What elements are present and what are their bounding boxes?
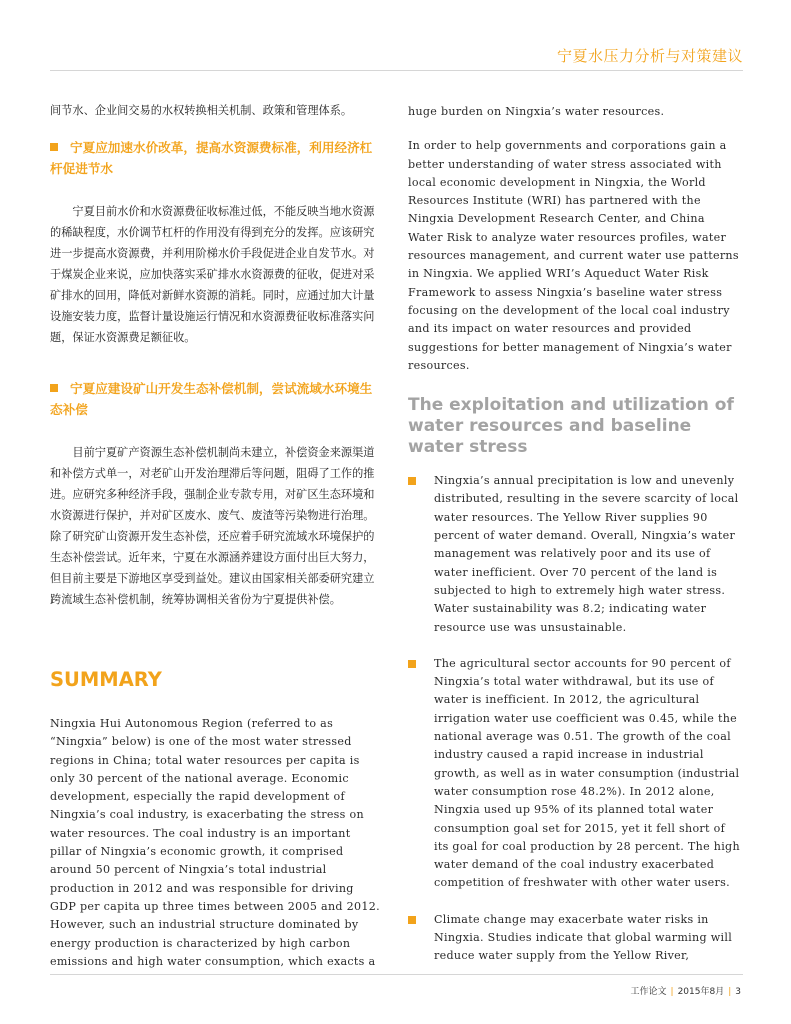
findings-bullet	[408, 911, 742, 966]
running-header-title: 宁夏水压力分析与对策建议	[556, 47, 743, 65]
summary-heading-block	[50, 668, 382, 691]
summary-heading: SUMMARY	[50, 668, 162, 691]
footer-date: 2015年8月	[677, 987, 725, 997]
findings-bullet	[408, 472, 742, 637]
section-body: 宁夏目前水价和水资源费征收标准过低，不能反映当地水资源的稀缺程度，水价调节杠杆的作用没有得到充分的发挥。应该研究进一步提高水资源费，并利用阶梯水价手段促进企业自发节水。对于煤炭企业来说，应加快落实采矿排水水资源费的征收，促进对采矿排水的回用，降低对新鲜水资源的消耗。同时，应通过加大计量设施安装力度，监督计量设施运行情况和水资源费征收标准落实问题，保证水资源费足额征收。	[50, 205, 375, 344]
orange-square-bullet-icon	[408, 660, 416, 668]
intro-tail-paragraph: 间节水、企业间交易的水权转换相关机制、政策和管理体系。	[50, 104, 353, 117]
bullet-text: The agricultural sector accounts for 90 percent of Ningxia’s total water withdrawal, but its use of water is inefficient. In 2012, the agricultural irrigation water use coefficient was 0.45, while the national average was 0.51. The growth of the coal industry caused a rapid increase in industrial growth, as well as in water consumption (industrial water consumption rose 48.2%). In 2012 alone, Ningxia used up 95% of its planned total water consumption goal set for 2015, yet it fell short of its goal for coal production by 28 percent. The high water demand of the coal industry exacerbated competition of freshwater with other water users.	[434, 656, 740, 890]
page-number: 3	[735, 987, 741, 997]
left-column	[50, 100, 382, 610]
section-heading: 宁夏应加速水价改革，提高水资源费标准，利用经济杠杆促进节水	[50, 140, 373, 176]
summary-tail-paragraph: huge burden on Ningxia’s water resources.	[408, 105, 665, 118]
orange-square-bullet-icon	[50, 143, 58, 151]
orange-square-bullet-icon	[50, 384, 58, 392]
section-recommendation-water-price	[50, 137, 382, 348]
bullet-text: Ningxia’s annual precipitation is low and unevenly distributed, resulting in the severe scarcity of local water resources. The Yellow River supplies 90 percent of water demand. Overall, Ningxia’s water management was relatively poor and its use of water inefficient. Over 70 percent of the land is subjected to high to extremely high water stress. Water sustainability was 8.2; indicating water resource use was unsustainable.	[434, 474, 739, 634]
section-heading: 宁夏应建设矿山开发生态补偿机制，尝试流域水环境生态补偿	[50, 381, 373, 417]
section-heading-water-stress: The exploitation and utilization of water resources and baseline water stress	[408, 395, 734, 458]
summary-body-block	[50, 715, 382, 971]
orange-square-bullet-icon	[408, 477, 416, 485]
section-body: 目前宁夏矿产资源生态补偿机制尚未建立，补偿资金来源渠道和补偿方式单一，对老矿山开发治理滞后等问题，阻碍了工作的推进。应研究多种经济手段，强制企业专款专用，对矿区生态环境和水资源进行保护，并对矿区废水、废气、废渣等污染物进行治理。除了研究矿山资源开发生态补偿，还应着手研究流域水环境保护的生态补偿尝试。近年来，宁夏在水源涵养建设方面付出巨大努力，但目前主要是下游地区享受到益处。建议由国家相关部委研究建立跨流域生态补偿机制，统筹协调相关省份为宁夏提供补偿。	[50, 446, 375, 606]
right-column	[408, 103, 742, 966]
footer-rule	[50, 974, 743, 975]
bullet-text: Climate change may exacerbate water risks in Ningxia. Studies indicate that global warming will reduce water supply from the Yellow River,	[434, 912, 733, 963]
project-description-paragraph: In order to help governments and corporations gain a better understanding of water stress associated with local economic development in Ningxia, the World Resources Institute (WRI) has partnered with the Ningxia Development Research Center, and China Water Risk to analyze water resources profiles, water resources management, and current water use patterns in Ningxia. We applied WRI’s Aqueduct Water Risk Framework to assess Ningxia’s baseline water stress focusing on the development of the local coal industry and its impact on water resources and provided suggestions for better management of Ningxia’s water resources.	[408, 139, 739, 372]
page-footer: 工作论文 | 2015年8月 | 3	[630, 987, 741, 997]
summary-paragraph: Ningxia Hui Autonomous Region (referred to as “Ningxia” below) is one of the most water stressed regions in China; total water resources per capita is only 30 percent of the national average. Economic development, especially the rapid development of Ningxia’s coal industry, is exacerbating the stress on water resources. The coal industry is an important pillar of Ningxia’s economic growth, it comprised around 50 percent of Ningxia’s total industrial production in 2012 and was responsible for driving GDP per capita up three times between 2005 and 2012. However, such an industrial structure dominated by energy production is characterized by high carbon emissions and high water consumption, which exacts a	[50, 717, 380, 968]
orange-square-bullet-icon	[408, 916, 416, 924]
findings-bullet	[408, 655, 742, 893]
section-recommendation-eco-compensation	[50, 378, 382, 610]
header-rule	[50, 70, 743, 71]
footer-series: 工作论文	[630, 987, 667, 997]
